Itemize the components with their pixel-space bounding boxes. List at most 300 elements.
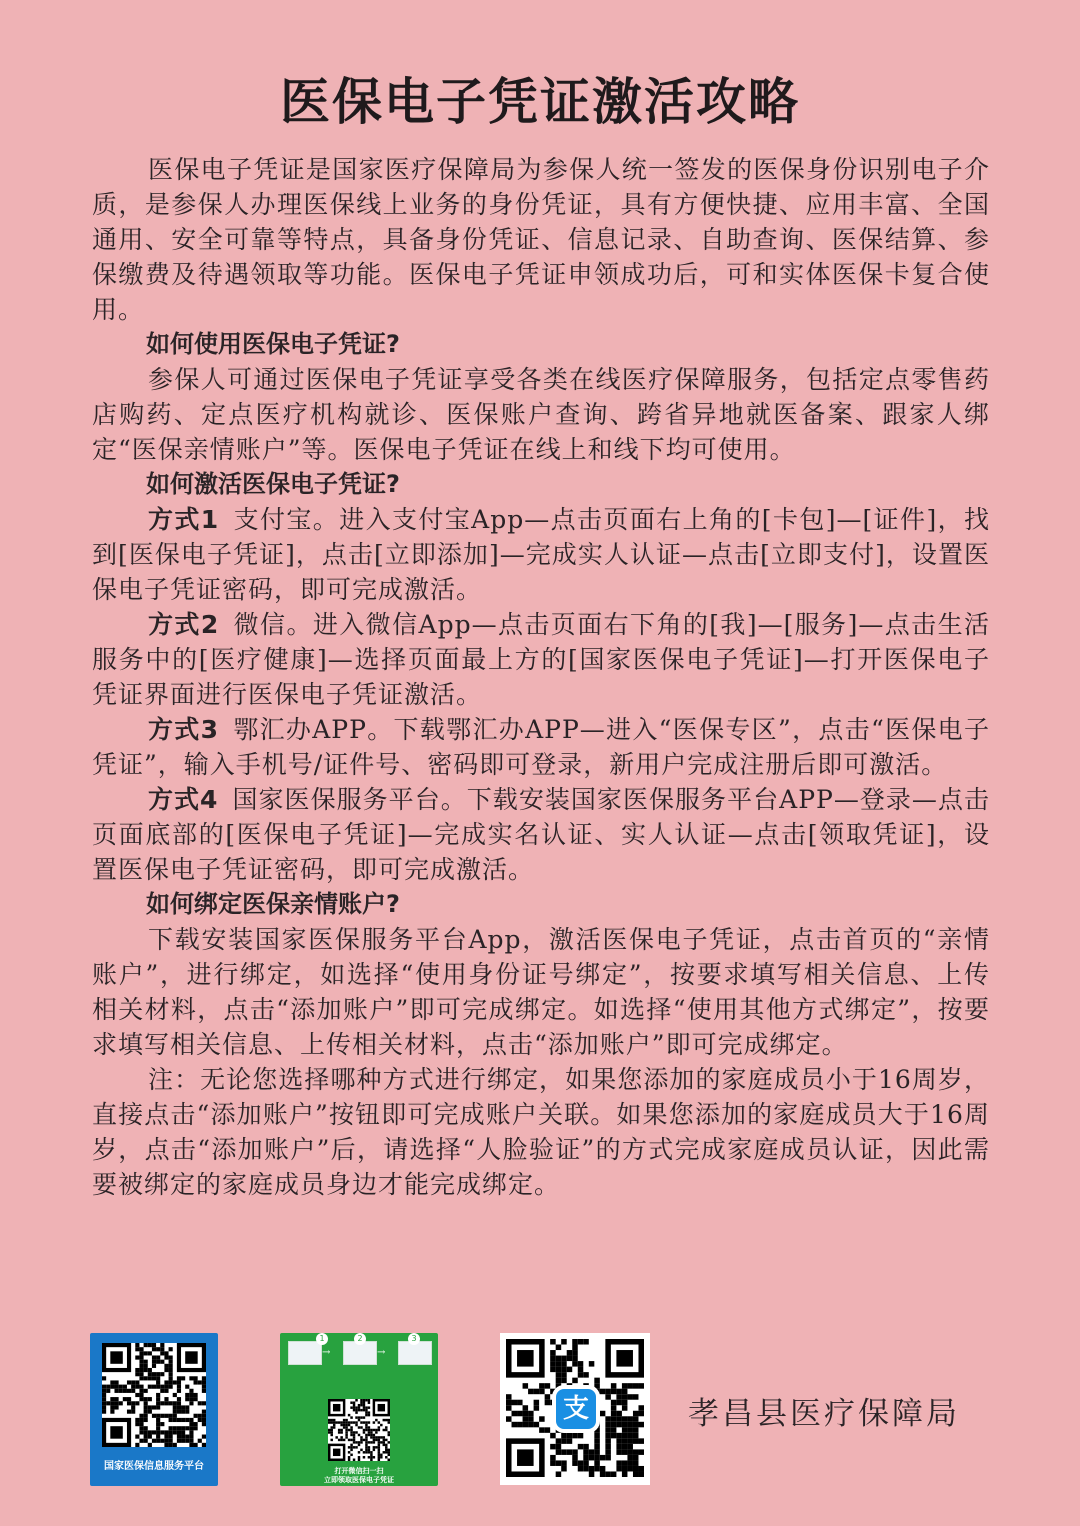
qr-module (353, 1459, 355, 1461)
qr-module (567, 1438, 573, 1444)
activation-way-4 (92, 782, 990, 887)
qr-module (173, 1430, 177, 1434)
qr-module (127, 1410, 131, 1414)
qr-module (368, 1421, 370, 1423)
qr-module (350, 1444, 352, 1446)
qr-module (561, 1378, 567, 1384)
qr-module (616, 1416, 622, 1422)
qr-module (355, 1411, 357, 1413)
qr-module (622, 1389, 628, 1395)
qr-module (622, 1416, 628, 1422)
qr-module (353, 1446, 355, 1448)
usage-paragraph: 参保人可通过医保电子凭证享受各类在线医疗保障服务，包括定点零售药店购药、定点医疗机构就诊、医保账户查询、跨省异地就医备案、跟家人绑定“医保亲情账户”等。医保电子凭证在线上和线下均可使用。 (92, 365, 990, 464)
qr-module (123, 1385, 127, 1389)
qr-module (119, 1401, 123, 1405)
qr-module (605, 1438, 611, 1444)
note-paragraph: 注：无论您选择哪种方式进行绑定，如果您添加的家庭成员小于16周岁，直接点击“添加账户”按钮即可完成账户关联。如果您添加的家庭成员大于16周岁，点击“添加账户”后，请选择“人脸验证”的方式完成家庭成员认证，因此需要被绑定的家庭成员身边才能完成绑定。 (92, 1065, 990, 1199)
qr-module (627, 1466, 633, 1472)
qr-module (523, 1383, 529, 1389)
qr-module (556, 1383, 562, 1389)
qr-module (202, 1418, 206, 1422)
qr-module (123, 1389, 127, 1393)
qr-module (338, 1431, 340, 1433)
qr-module (378, 1429, 380, 1431)
qr-module (368, 1446, 370, 1448)
qr-module (616, 1394, 622, 1400)
section-heading-family: 如何绑定医保亲情账户? (146, 890, 400, 918)
qr-module (383, 1429, 385, 1431)
qr-module (160, 1372, 164, 1376)
qr-module (383, 1444, 385, 1446)
qr-module (611, 1433, 617, 1439)
qr-module (380, 1441, 382, 1443)
qr-module (506, 1405, 512, 1411)
qr-module (169, 1418, 173, 1422)
qr-module (605, 1449, 611, 1455)
qr-module (368, 1426, 370, 1428)
qr-module (550, 1444, 556, 1450)
qr-module (363, 1421, 365, 1423)
qr-module (368, 1449, 370, 1451)
qr-module (127, 1401, 131, 1405)
qr-module (348, 1439, 350, 1441)
qr-module (594, 1433, 600, 1439)
qr-module (156, 1426, 160, 1430)
qr-module (627, 1444, 633, 1450)
qr-module (556, 1345, 562, 1351)
qr-module (534, 1422, 540, 1428)
blue-qr-card (90, 1333, 218, 1486)
qr-module (373, 1439, 375, 1441)
qr-module (556, 1372, 562, 1378)
qr-finder-square (333, 1449, 340, 1456)
qr-module (156, 1439, 160, 1443)
qr-module (202, 1422, 206, 1426)
qr-module (202, 1443, 206, 1447)
qr-module (156, 1360, 160, 1364)
qr-module (572, 1455, 578, 1461)
qr-module (152, 1414, 156, 1418)
qr-module (169, 1426, 173, 1430)
qr-module (363, 1401, 365, 1403)
qr-module (375, 1436, 377, 1438)
qr-module (340, 1429, 342, 1431)
qr-module (135, 1380, 139, 1384)
qr-module (578, 1372, 584, 1378)
qr-module (328, 1431, 330, 1433)
qr-module (164, 1355, 168, 1359)
qr-module (156, 1414, 160, 1418)
qr-module (202, 1389, 206, 1393)
qr-module (185, 1405, 189, 1409)
qr-module (528, 1389, 534, 1395)
qr-module (622, 1449, 628, 1455)
qr-module (135, 1343, 139, 1347)
qr-module (370, 1454, 372, 1456)
qr-module (102, 1376, 106, 1380)
qr-module (164, 1414, 168, 1418)
qr-module (365, 1449, 367, 1451)
qr-module (388, 1434, 390, 1436)
qr-module (616, 1460, 622, 1466)
qr-module (545, 1427, 551, 1433)
qr-module (345, 1424, 347, 1426)
qr-module (622, 1427, 628, 1433)
qr-module (139, 1414, 143, 1418)
qr-module (556, 1378, 562, 1384)
arrow-right-icon: → (322, 1347, 331, 1358)
qr-module (633, 1471, 639, 1477)
qr-module (633, 1416, 639, 1422)
qr-module (627, 1449, 633, 1455)
qr-module (622, 1433, 628, 1439)
qr-module (127, 1380, 131, 1384)
qr-module (139, 1426, 143, 1430)
qr-module (556, 1460, 562, 1466)
qr-module (556, 1356, 562, 1362)
alipay-icon: 支 (556, 1389, 596, 1429)
qr-module (363, 1456, 365, 1458)
qr-module (335, 1421, 337, 1423)
qr-module (164, 1364, 168, 1368)
qr-module (385, 1446, 387, 1448)
qr-module (385, 1456, 387, 1458)
qr-module (561, 1367, 567, 1373)
qr-module (622, 1444, 628, 1450)
qr-module (368, 1434, 370, 1436)
qr-module (169, 1380, 173, 1384)
qr-module (181, 1410, 185, 1414)
qr-module (365, 1399, 367, 1401)
qr-module (561, 1339, 567, 1345)
qr-module (181, 1426, 185, 1430)
qr-finder-square (333, 1404, 340, 1411)
qr-module (383, 1419, 385, 1421)
qr-module (350, 1454, 352, 1456)
qr-module (368, 1431, 370, 1433)
qr-module (605, 1427, 611, 1433)
qr-module (139, 1385, 143, 1389)
qr-module (144, 1389, 148, 1393)
qr-module (164, 1430, 168, 1434)
qr-code-green[interactable] (328, 1399, 390, 1461)
qr-module (330, 1439, 332, 1441)
qr-module (600, 1411, 606, 1417)
qr-module (350, 1431, 352, 1433)
qr-module (139, 1389, 143, 1393)
qr-module (350, 1429, 352, 1431)
qr-module (164, 1380, 168, 1384)
qr-module (177, 1439, 181, 1443)
qr-module (198, 1414, 202, 1418)
qr-module (360, 1421, 362, 1423)
qr-module (350, 1406, 352, 1408)
qr-module (363, 1406, 365, 1408)
qr-module (110, 1405, 114, 1409)
qr-module (135, 1355, 139, 1359)
qr-module (345, 1431, 347, 1433)
qr-module (189, 1443, 193, 1447)
qr-module (365, 1424, 367, 1426)
green-qr-card (280, 1333, 438, 1486)
qr-module (578, 1339, 584, 1345)
qr-module (583, 1466, 589, 1472)
qr-module (627, 1455, 633, 1461)
qr-module (550, 1400, 556, 1406)
qr-module (152, 1355, 156, 1359)
qr-module (567, 1383, 573, 1389)
qr-module (638, 1466, 644, 1472)
qr-module (102, 1401, 106, 1405)
qr-module (370, 1441, 372, 1443)
qr-module (605, 1455, 611, 1461)
qr-module (348, 1424, 350, 1426)
qr-module (385, 1451, 387, 1453)
qr-module (350, 1421, 352, 1423)
qr-module (539, 1427, 545, 1433)
qr-module (561, 1433, 567, 1439)
qr-module (567, 1356, 573, 1362)
qr-module (345, 1419, 347, 1421)
qr-module (202, 1376, 206, 1380)
qr-module (348, 1421, 350, 1423)
qr-module (528, 1411, 534, 1417)
qr-module (561, 1361, 567, 1367)
qr-module (353, 1431, 355, 1433)
qr-module (185, 1410, 189, 1414)
qr-module (363, 1451, 365, 1453)
qr-module (156, 1405, 160, 1409)
qr-module (358, 1434, 360, 1436)
qr-module (164, 1385, 168, 1389)
qr-module (169, 1360, 173, 1364)
qr-module (148, 1443, 152, 1447)
qr-module (375, 1439, 377, 1441)
way-label: 方式3 (148, 715, 220, 744)
qr-module (368, 1451, 370, 1453)
qr-module (380, 1424, 382, 1426)
qr-module (378, 1454, 380, 1456)
qr-module (177, 1401, 181, 1405)
qr-module (373, 1421, 375, 1423)
qr-module (135, 1418, 139, 1422)
qr-module (594, 1455, 600, 1461)
qr-module (355, 1446, 357, 1448)
qr-module (169, 1368, 173, 1372)
qr-module (160, 1351, 164, 1355)
qr-module (556, 1367, 562, 1373)
qr-module (633, 1433, 639, 1439)
qr-module (550, 1433, 556, 1439)
qr-module (355, 1399, 357, 1401)
qr-code-blue[interactable] (102, 1343, 206, 1447)
qr-module (633, 1394, 639, 1400)
qr-module (189, 1376, 193, 1380)
qr-module (605, 1471, 611, 1477)
qr-module (181, 1405, 185, 1409)
qr-module (358, 1416, 360, 1418)
qr-module (561, 1466, 567, 1472)
qr-module (355, 1409, 357, 1411)
qr-module (189, 1401, 193, 1405)
step-number: 1 (316, 1333, 328, 1345)
qr-module (561, 1372, 567, 1378)
qr-module (550, 1460, 556, 1466)
qr-module (388, 1431, 390, 1433)
qr-module (583, 1444, 589, 1450)
qr-module (360, 1404, 362, 1406)
qr-module (202, 1414, 206, 1418)
qr-module (148, 1430, 152, 1434)
qr-module (627, 1422, 633, 1428)
qr-module (373, 1441, 375, 1443)
qr-module (550, 1455, 556, 1461)
qr-module (578, 1444, 584, 1450)
qr-module (622, 1471, 628, 1477)
qr-module (152, 1360, 156, 1364)
qr-module (106, 1385, 110, 1389)
qr-module (567, 1449, 573, 1455)
qr-module (358, 1419, 360, 1421)
qr-module (330, 1434, 332, 1436)
way-text: 国家医保服务平台。下载安装国家医保服务平台APP—登录—点击页面底部的[医保电子凭证]—完成实名认证、实人认证—点击[领取凭证]，设置医保电子凭证密码，即可完成激活。 (92, 785, 990, 884)
qr-module (194, 1443, 198, 1447)
qr-module (385, 1426, 387, 1428)
qr-module (363, 1399, 365, 1401)
qr-module (355, 1416, 357, 1418)
qr-module (181, 1418, 185, 1422)
qr-module (127, 1397, 131, 1401)
qr-module (114, 1401, 118, 1405)
qr-module (177, 1405, 181, 1409)
qr-module (622, 1394, 628, 1400)
qr-module (368, 1441, 370, 1443)
qr-module (375, 1431, 377, 1433)
qr-module (572, 1350, 578, 1356)
qr-module (198, 1401, 202, 1405)
qr-finder-square (110, 1426, 122, 1438)
qr-module (114, 1389, 118, 1393)
qr-module (156, 1347, 160, 1351)
qr-module (152, 1347, 156, 1351)
qr-module (583, 1449, 589, 1455)
qr-module (363, 1429, 365, 1431)
qr-module (633, 1466, 639, 1472)
qr-module (594, 1438, 600, 1444)
qr-module (583, 1455, 589, 1461)
qr-module (368, 1406, 370, 1408)
qr-module (567, 1367, 573, 1373)
qr-module (360, 1441, 362, 1443)
qr-module (622, 1400, 628, 1406)
qr-module (202, 1410, 206, 1414)
qr-module (194, 1380, 198, 1384)
qr-module (388, 1451, 390, 1453)
qr-module (572, 1433, 578, 1439)
qr-module (550, 1356, 556, 1362)
qr-module (333, 1424, 335, 1426)
qr-module (600, 1389, 606, 1395)
qr-module (353, 1421, 355, 1423)
qr-module (378, 1459, 380, 1461)
qr-module (164, 1435, 168, 1439)
qr-module (611, 1427, 617, 1433)
qr-module (198, 1380, 202, 1384)
qr-module (378, 1439, 380, 1441)
qr-module (627, 1427, 633, 1433)
qr-module (594, 1449, 600, 1455)
qr-module (177, 1430, 181, 1434)
qr-module (148, 1376, 152, 1380)
qr-module (102, 1393, 106, 1397)
qr-module (370, 1456, 372, 1458)
qr-module (358, 1451, 360, 1453)
qr-module (328, 1421, 330, 1423)
qr-module (340, 1421, 342, 1423)
qr-module (506, 1416, 512, 1422)
qr-module (114, 1397, 118, 1401)
qr-module (638, 1422, 644, 1428)
qr-module (383, 1451, 385, 1453)
qr-module (330, 1429, 332, 1431)
qr-module (517, 1411, 523, 1417)
qr-module (363, 1416, 365, 1418)
qr-module (144, 1410, 148, 1414)
qr-module (343, 1421, 345, 1423)
qr-module (156, 1372, 160, 1376)
qr-module (368, 1429, 370, 1431)
qr-module (181, 1430, 185, 1434)
qr-module (181, 1439, 185, 1443)
qr-module (144, 1376, 148, 1380)
qr-module (160, 1430, 164, 1434)
qr-module (523, 1411, 529, 1417)
section-heading-usage: 如何使用医保电子凭证? (146, 330, 400, 358)
qr-module (185, 1435, 189, 1439)
caption-line: 立即领取医保电子凭证 (324, 1476, 394, 1484)
qr-module (148, 1372, 152, 1376)
qr-module (152, 1385, 156, 1389)
qr-module (583, 1339, 589, 1345)
qr-module (600, 1471, 606, 1477)
qr-module (189, 1422, 193, 1426)
qr-module (169, 1372, 173, 1376)
qr-module (185, 1397, 189, 1401)
qr-module (148, 1351, 152, 1355)
intro-paragraph: 医保电子凭证是国家医疗保障局为参保人统一签发的医保身份识别电子介质，是参保人办理医保线上业务的身份凭证，具有方便快捷、应用丰富、全国通用、安全可靠等特点，具备身份凭证、信息记录、自助查询、医保结算、参保缴费及待遇领取等功能。医保电子凭证申领成功后，可和实体医保卡复合使用。 (92, 155, 990, 324)
qr-module (148, 1435, 152, 1439)
qr-module (110, 1397, 114, 1401)
qr-module (360, 1409, 362, 1411)
qr-module (333, 1421, 335, 1423)
qr-module (616, 1433, 622, 1439)
qr-module (353, 1439, 355, 1441)
document-body (92, 152, 990, 1202)
qr-module (633, 1449, 639, 1455)
qr-module (355, 1441, 357, 1443)
qr-module (539, 1389, 545, 1395)
qr-module (139, 1372, 143, 1376)
qr-module (160, 1401, 164, 1405)
qr-module (350, 1449, 352, 1451)
qr-module (169, 1385, 173, 1389)
way-label: 方式4 (148, 785, 219, 814)
qr-module (622, 1405, 628, 1411)
qr-module (135, 1393, 139, 1397)
qr-module (550, 1350, 556, 1356)
qr-module (340, 1431, 342, 1433)
qr-module (160, 1347, 164, 1351)
